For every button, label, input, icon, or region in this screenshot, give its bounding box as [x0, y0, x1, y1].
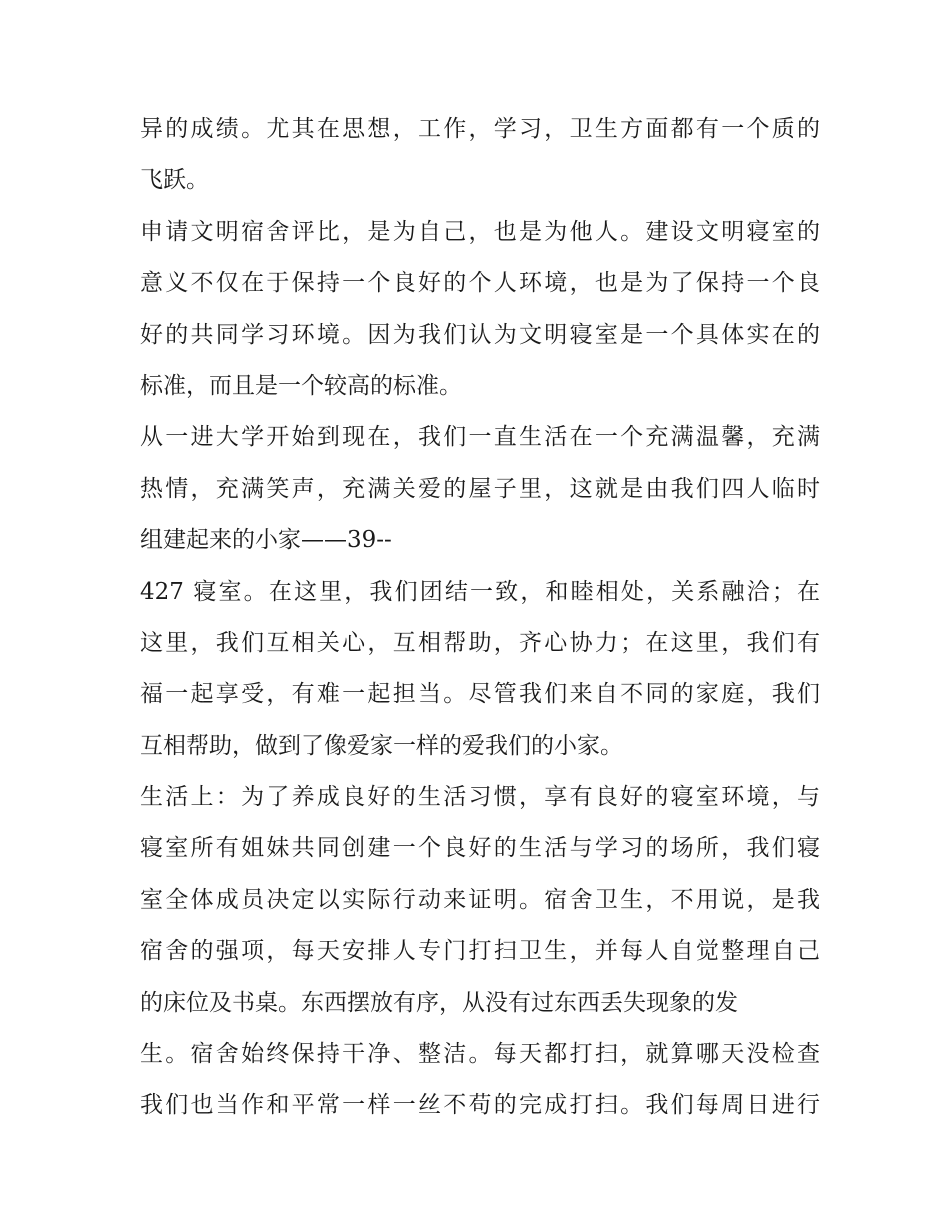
text-line: 宿舍的强项，每天安排人专门打扫卫生，并每人自觉整理自己	[140, 938, 820, 965]
text-line: 热情，充满笑声，充满关爱的屋子里，这就是由我们四人临时	[140, 475, 820, 502]
text-line: 从一进大学开始到现在，我们一直生活在一个充满温馨，充满	[140, 424, 820, 451]
text-line: 生。宿舍始终保持干净、整洁。每天都打扫，就算哪天没检查	[140, 1041, 820, 1068]
text-line: 好的共同学习环境。因为我们认为文明寝室是一个具体实在的	[140, 321, 820, 348]
text-line: 申请文明宿舍评比，是为自己，也是为他人。建设文明寝室的	[140, 218, 820, 245]
text-line: 427 寝室。在这里，我们团结一致，和睦相处，关系融洽；在	[140, 578, 820, 605]
text-line: 室全体成员决定以实际行动来证明。宿舍卫生，不用说，是我	[140, 886, 820, 913]
text-line: 标准，而且是一个较高的标准。	[140, 372, 462, 399]
text-line: 寝室所有姐妹共同创建一个良好的生活与学习的场所，我们寝	[140, 835, 820, 862]
text-line: 这里，我们互相关心，互相帮助，齐心协力；在这里，我们有	[140, 629, 820, 656]
text-line: 意义不仅在于保持一个良好的个人环境，也是为了保持一个良	[140, 270, 820, 297]
text-line: 飞跃。	[140, 167, 209, 194]
text-line: 我们也当作和平常一样一丝不苟的完成打扫。我们每周日进行	[140, 1092, 820, 1119]
text-line: 福一起享受，有难一起担当。尽管我们来自不同的家庭，我们	[140, 681, 820, 708]
text-line: 的床位及书桌。东西摆放有序，从没有过东西丢失现象的发	[140, 989, 738, 1016]
text-line: 异的成绩。尤其在思想，工作，学习，卫生方面都有一个质的	[140, 116, 820, 142]
text-line: 组建起来的小家——39--	[140, 527, 392, 554]
text-line: 互相帮助，做到了像爱家一样的爱我们的小家。	[140, 732, 623, 759]
text-line: 生活上：为了养成良好的生活习惯，享有良好的寝室环境，与	[140, 784, 820, 811]
document-body	[140, 104, 820, 1132]
